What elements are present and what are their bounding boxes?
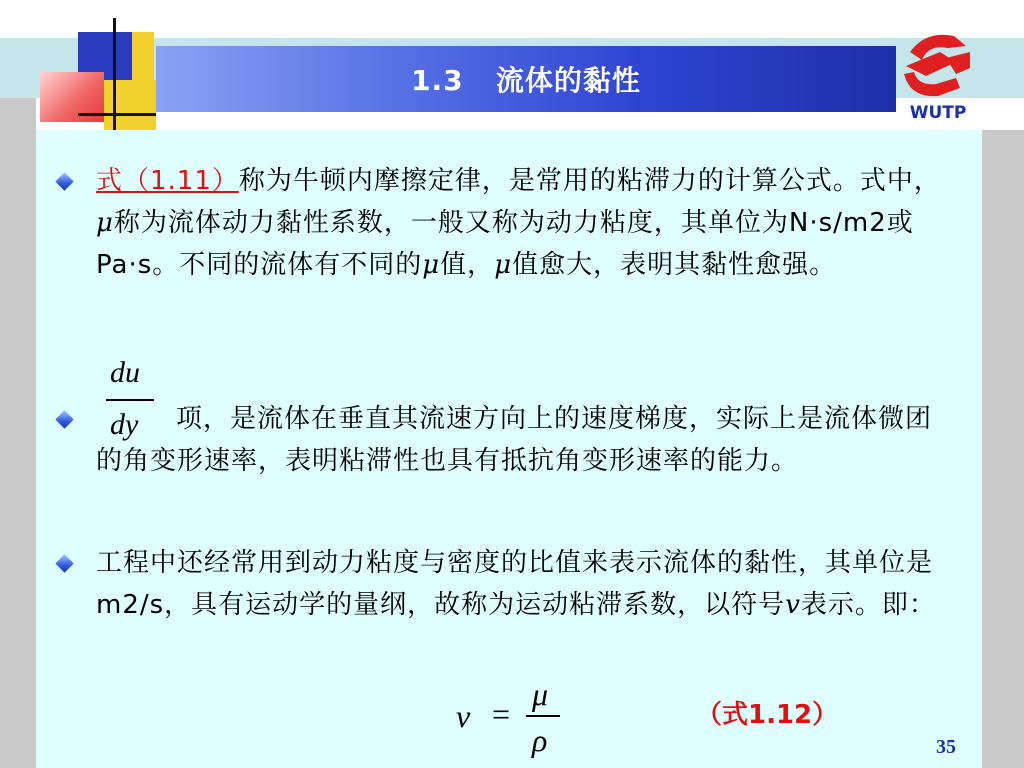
equation-denominator: ρ <box>532 722 548 758</box>
formula-reference: 式（1.11） <box>96 166 239 196</box>
left-border-strip <box>0 98 36 768</box>
equation-equals: = <box>492 696 511 732</box>
title-bar <box>156 46 896 112</box>
fraction-numerator: du <box>110 356 140 389</box>
equation-label: （式1.12） <box>696 700 839 730</box>
equation-kinematic-viscosity <box>456 676 576 766</box>
page-number: 35 <box>936 736 956 758</box>
symbol-mu: μ <box>494 250 513 280</box>
equation-numerator: μ <box>532 676 549 712</box>
paragraph-text: 称为流体动力黏性系数，一般又称为动力粘度，其单位为N·s/m2或Pa·s。不同的流体有不同的 <box>96 208 914 280</box>
slide-title: 1.3 流体的黏性 <box>411 64 641 97</box>
wutp-logo <box>896 22 980 126</box>
paragraph-kinematic-viscosity <box>96 542 956 626</box>
paragraph-text: 称为牛顿内摩擦定律，是常用的粘滞力的计算公式。式中， <box>238 166 941 196</box>
paragraph-text: 工程中还经常用到动力粘度与密度的比值来表示流体的黏性，其单位是m2/s，具有运动学的量纲，故称为运动粘滞系数，以符号 <box>96 548 934 620</box>
decor-yellow-square <box>104 80 156 132</box>
paragraph-text: 表示。即： <box>800 590 936 620</box>
decor-horizontal-line <box>78 113 156 116</box>
decor-vertical-line <box>113 18 116 138</box>
symbol-nu: v <box>785 590 801 620</box>
equation-lhs: ν <box>456 698 471 734</box>
symbol-mu: μ <box>96 208 114 238</box>
wutp-logo-icon <box>896 22 980 126</box>
decor-yellow-strip <box>132 32 154 86</box>
paragraph-text: 值， <box>440 250 495 280</box>
paragraph-text: 项，是流体在垂直其流速方向上的速度梯度，实际上是流体微团的角变形速率，表明粘滞性也具有抵抗角变形速率的能力。 <box>96 404 933 476</box>
symbol-mu: μ <box>422 250 441 280</box>
paragraph-newton-law <box>96 160 956 286</box>
paragraph-velocity-gradient <box>96 398 956 482</box>
paragraph-text: 值愈大，表明其黏性愈强。 <box>512 250 837 280</box>
logo-text: WUTP <box>909 103 967 123</box>
equation-fraction-bar <box>526 715 560 717</box>
fraction-denominator: dy <box>110 408 139 441</box>
right-border-strip <box>982 130 1024 768</box>
